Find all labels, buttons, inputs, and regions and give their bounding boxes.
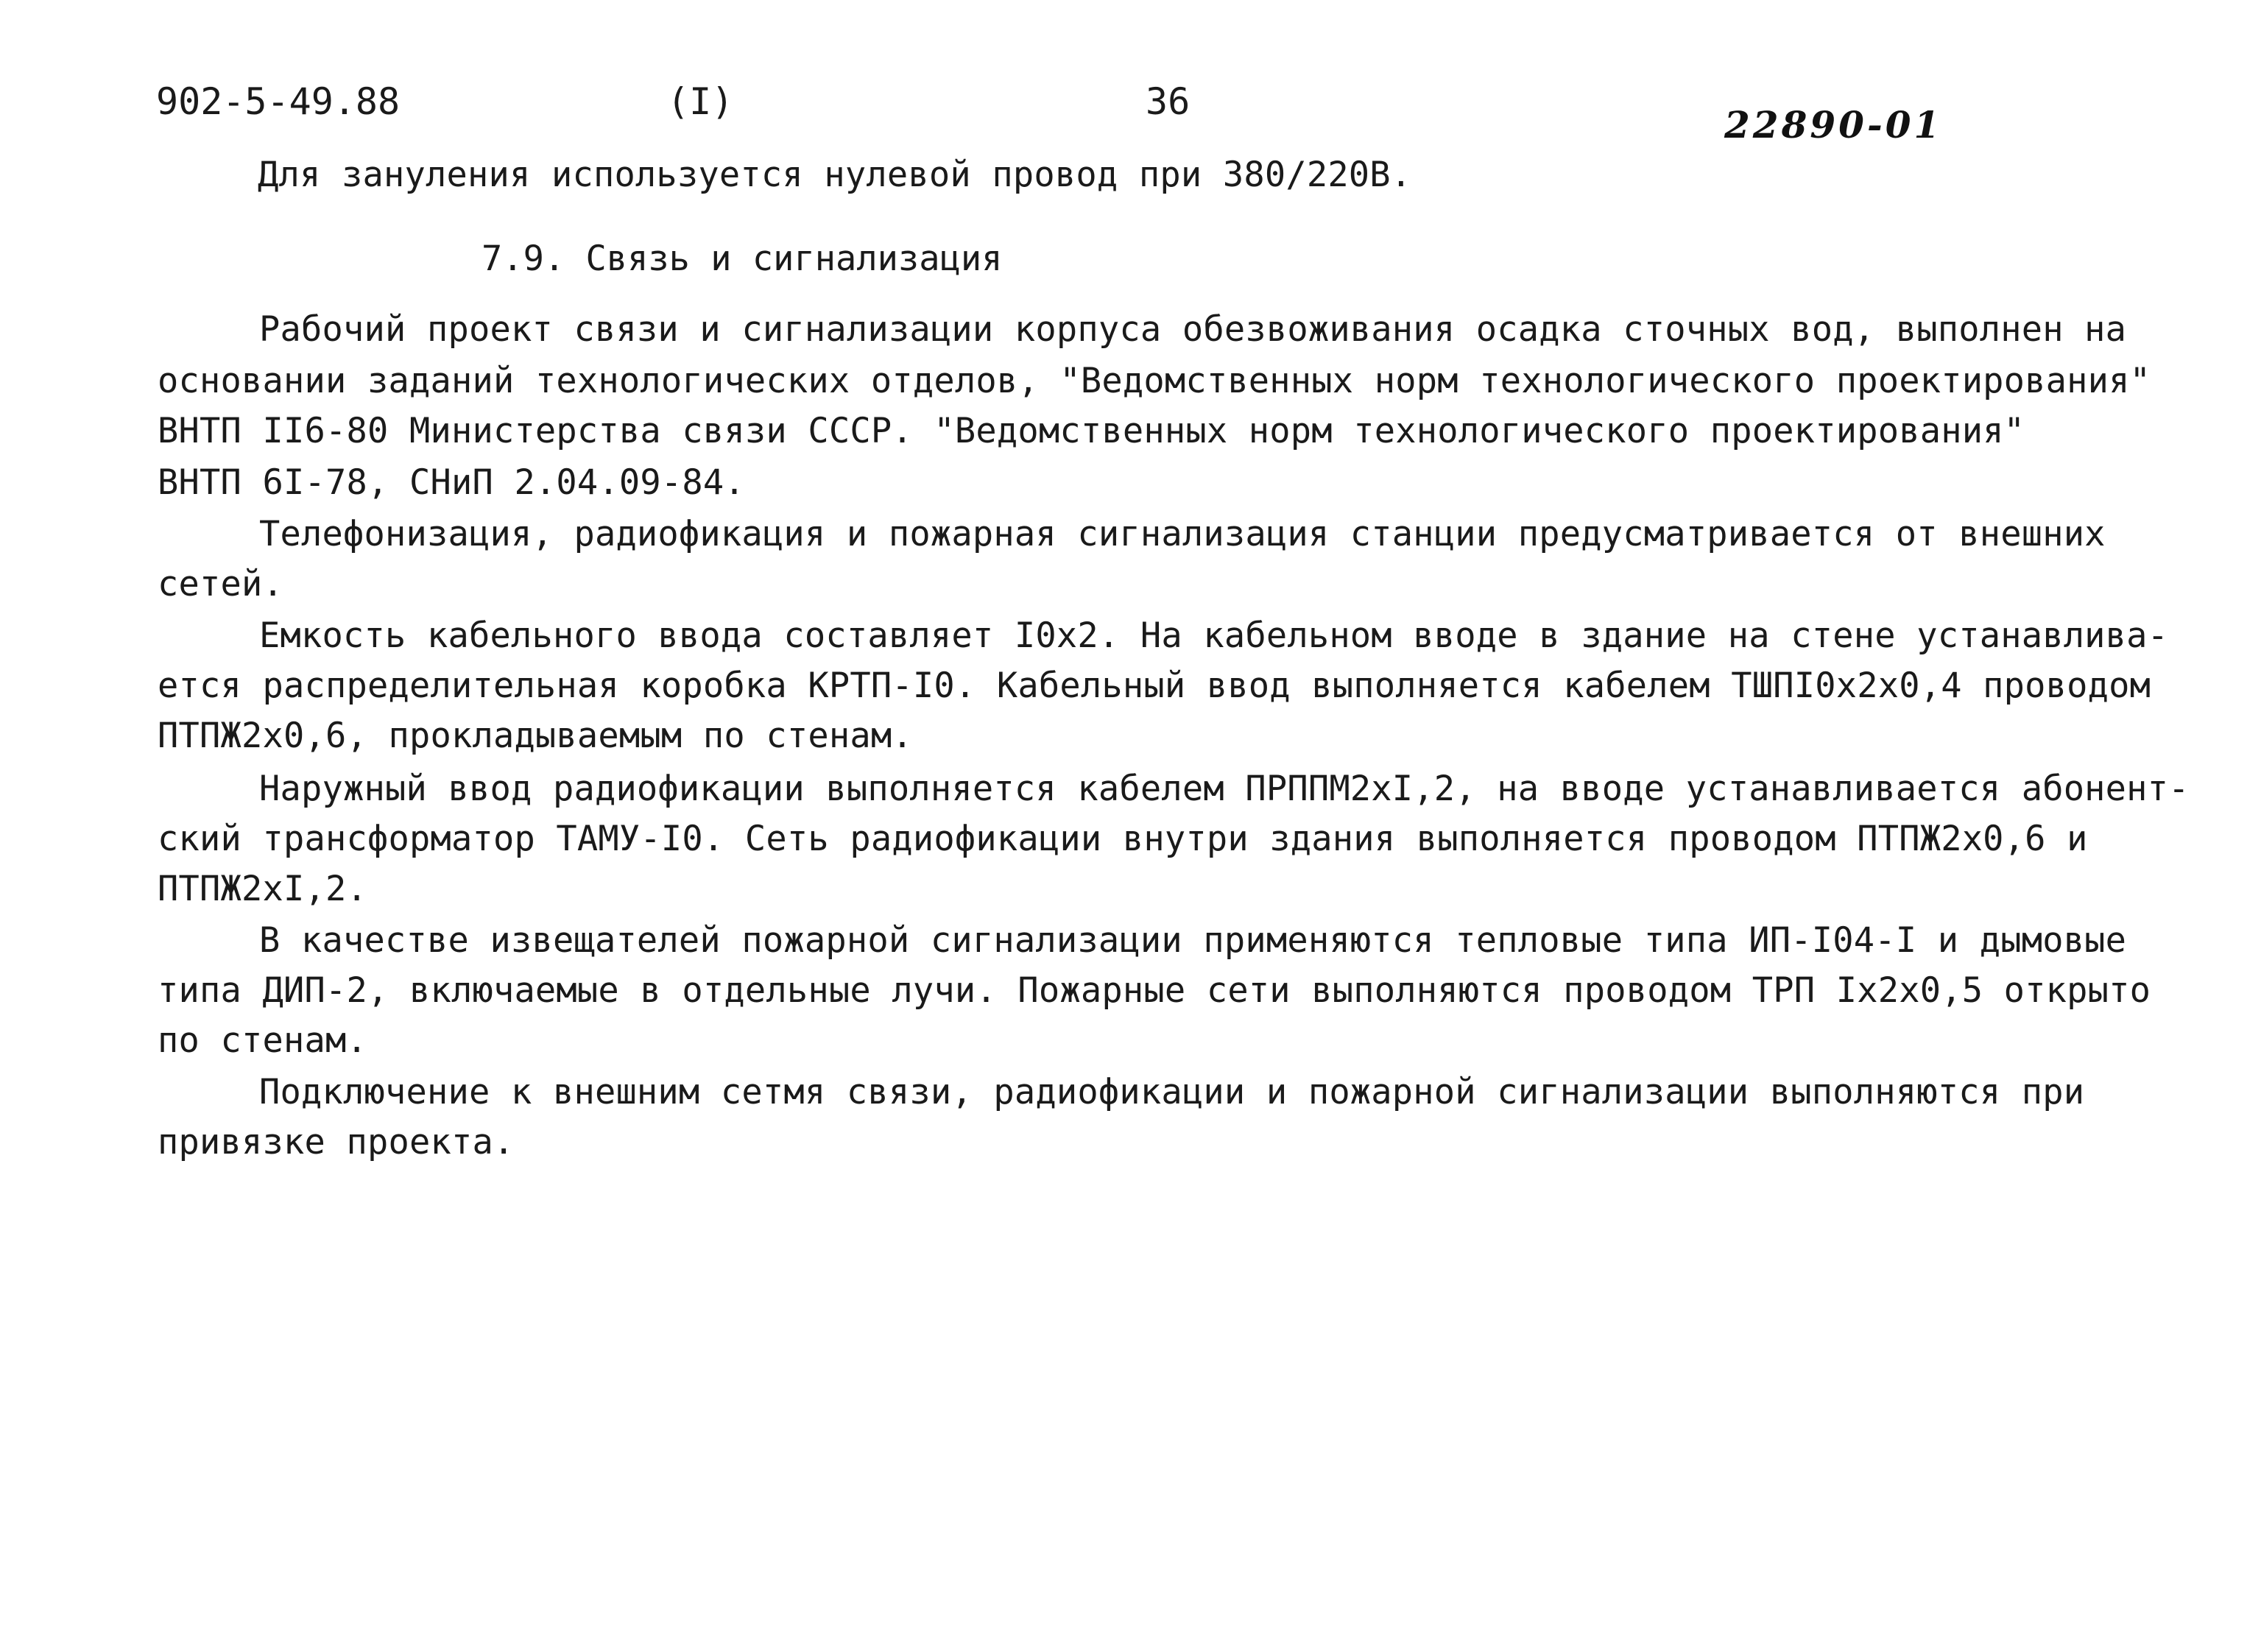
- body-line: ПТПЖ2хI,2.: [158, 869, 367, 909]
- body-line: ПТПЖ2х0,6, прокладываемым по стенам.: [158, 716, 913, 756]
- document-code: 902-5-49.88: [156, 80, 401, 123]
- body-line: по стенам.: [158, 1020, 367, 1061]
- body-line: сетей.: [158, 564, 283, 604]
- body-line: Наружный ввод радиофикации выполняется кабелем ПРППМ2хI,2, на вводе устанавливается абонент-: [259, 769, 2190, 809]
- body-line: Емкость кабельного ввода составляет I0х2. На кабельном вводе в здание на стене устанавлива-: [259, 615, 2169, 656]
- handwritten-note: 22890-01: [1724, 103, 1943, 147]
- volume-number: (I): [667, 80, 734, 123]
- body-line: привязке проекта.: [158, 1122, 515, 1162]
- body-line: ВНТП II6-80 Министерства связи СССР. "Ведомственных норм технологического проектирования": [158, 411, 2025, 451]
- body-line: ВНТП 6I-78, СНиП 2.04.09-84.: [158, 462, 745, 503]
- body-line: ский трансформатор ТАМУ-I0. Сеть радиофикации внутри здания выполняется проводом ПТПЖ2х0,6 и: [158, 819, 2088, 859]
- body-line: Телефонизация, радиофикация и пожарная сигнализация станции предусматривается от внешних: [259, 514, 2106, 554]
- section-title: 7.9. Связь и сигнализация: [482, 239, 1003, 279]
- body-line: ется распределительная коробка КРТП-I0. Кабельный ввод выполняется кабелем ТШПI0х2х0,4 проводом: [158, 666, 2151, 706]
- body-line: Подключение к внешним сетмя связи, радиофикации и пожарной сигнализации выполняются при: [259, 1072, 2085, 1112]
- body-line: основании заданий технологических отделов, "Ведомственных норм технологического проектирования": [158, 361, 2151, 401]
- body-line: В качестве извещателей пожарной сигнализации применяются тепловые типа ИП-I04-I и дымовые: [259, 920, 2127, 961]
- body-line: типа ДИП-2, включаемые в отдельные лучи. Пожарные сети выполняются проводом ТРП Iх2х0,5 открыто: [158, 970, 2151, 1011]
- page-number: 36: [1146, 80, 1191, 123]
- body-line: Рабочий проект связи и сигнализации корпуса обезвоживания осадка сточных вод, выполнен на: [259, 309, 2127, 350]
- intro-line: Для зануления используется нулевой провод при 380/220В.: [258, 155, 1412, 195]
